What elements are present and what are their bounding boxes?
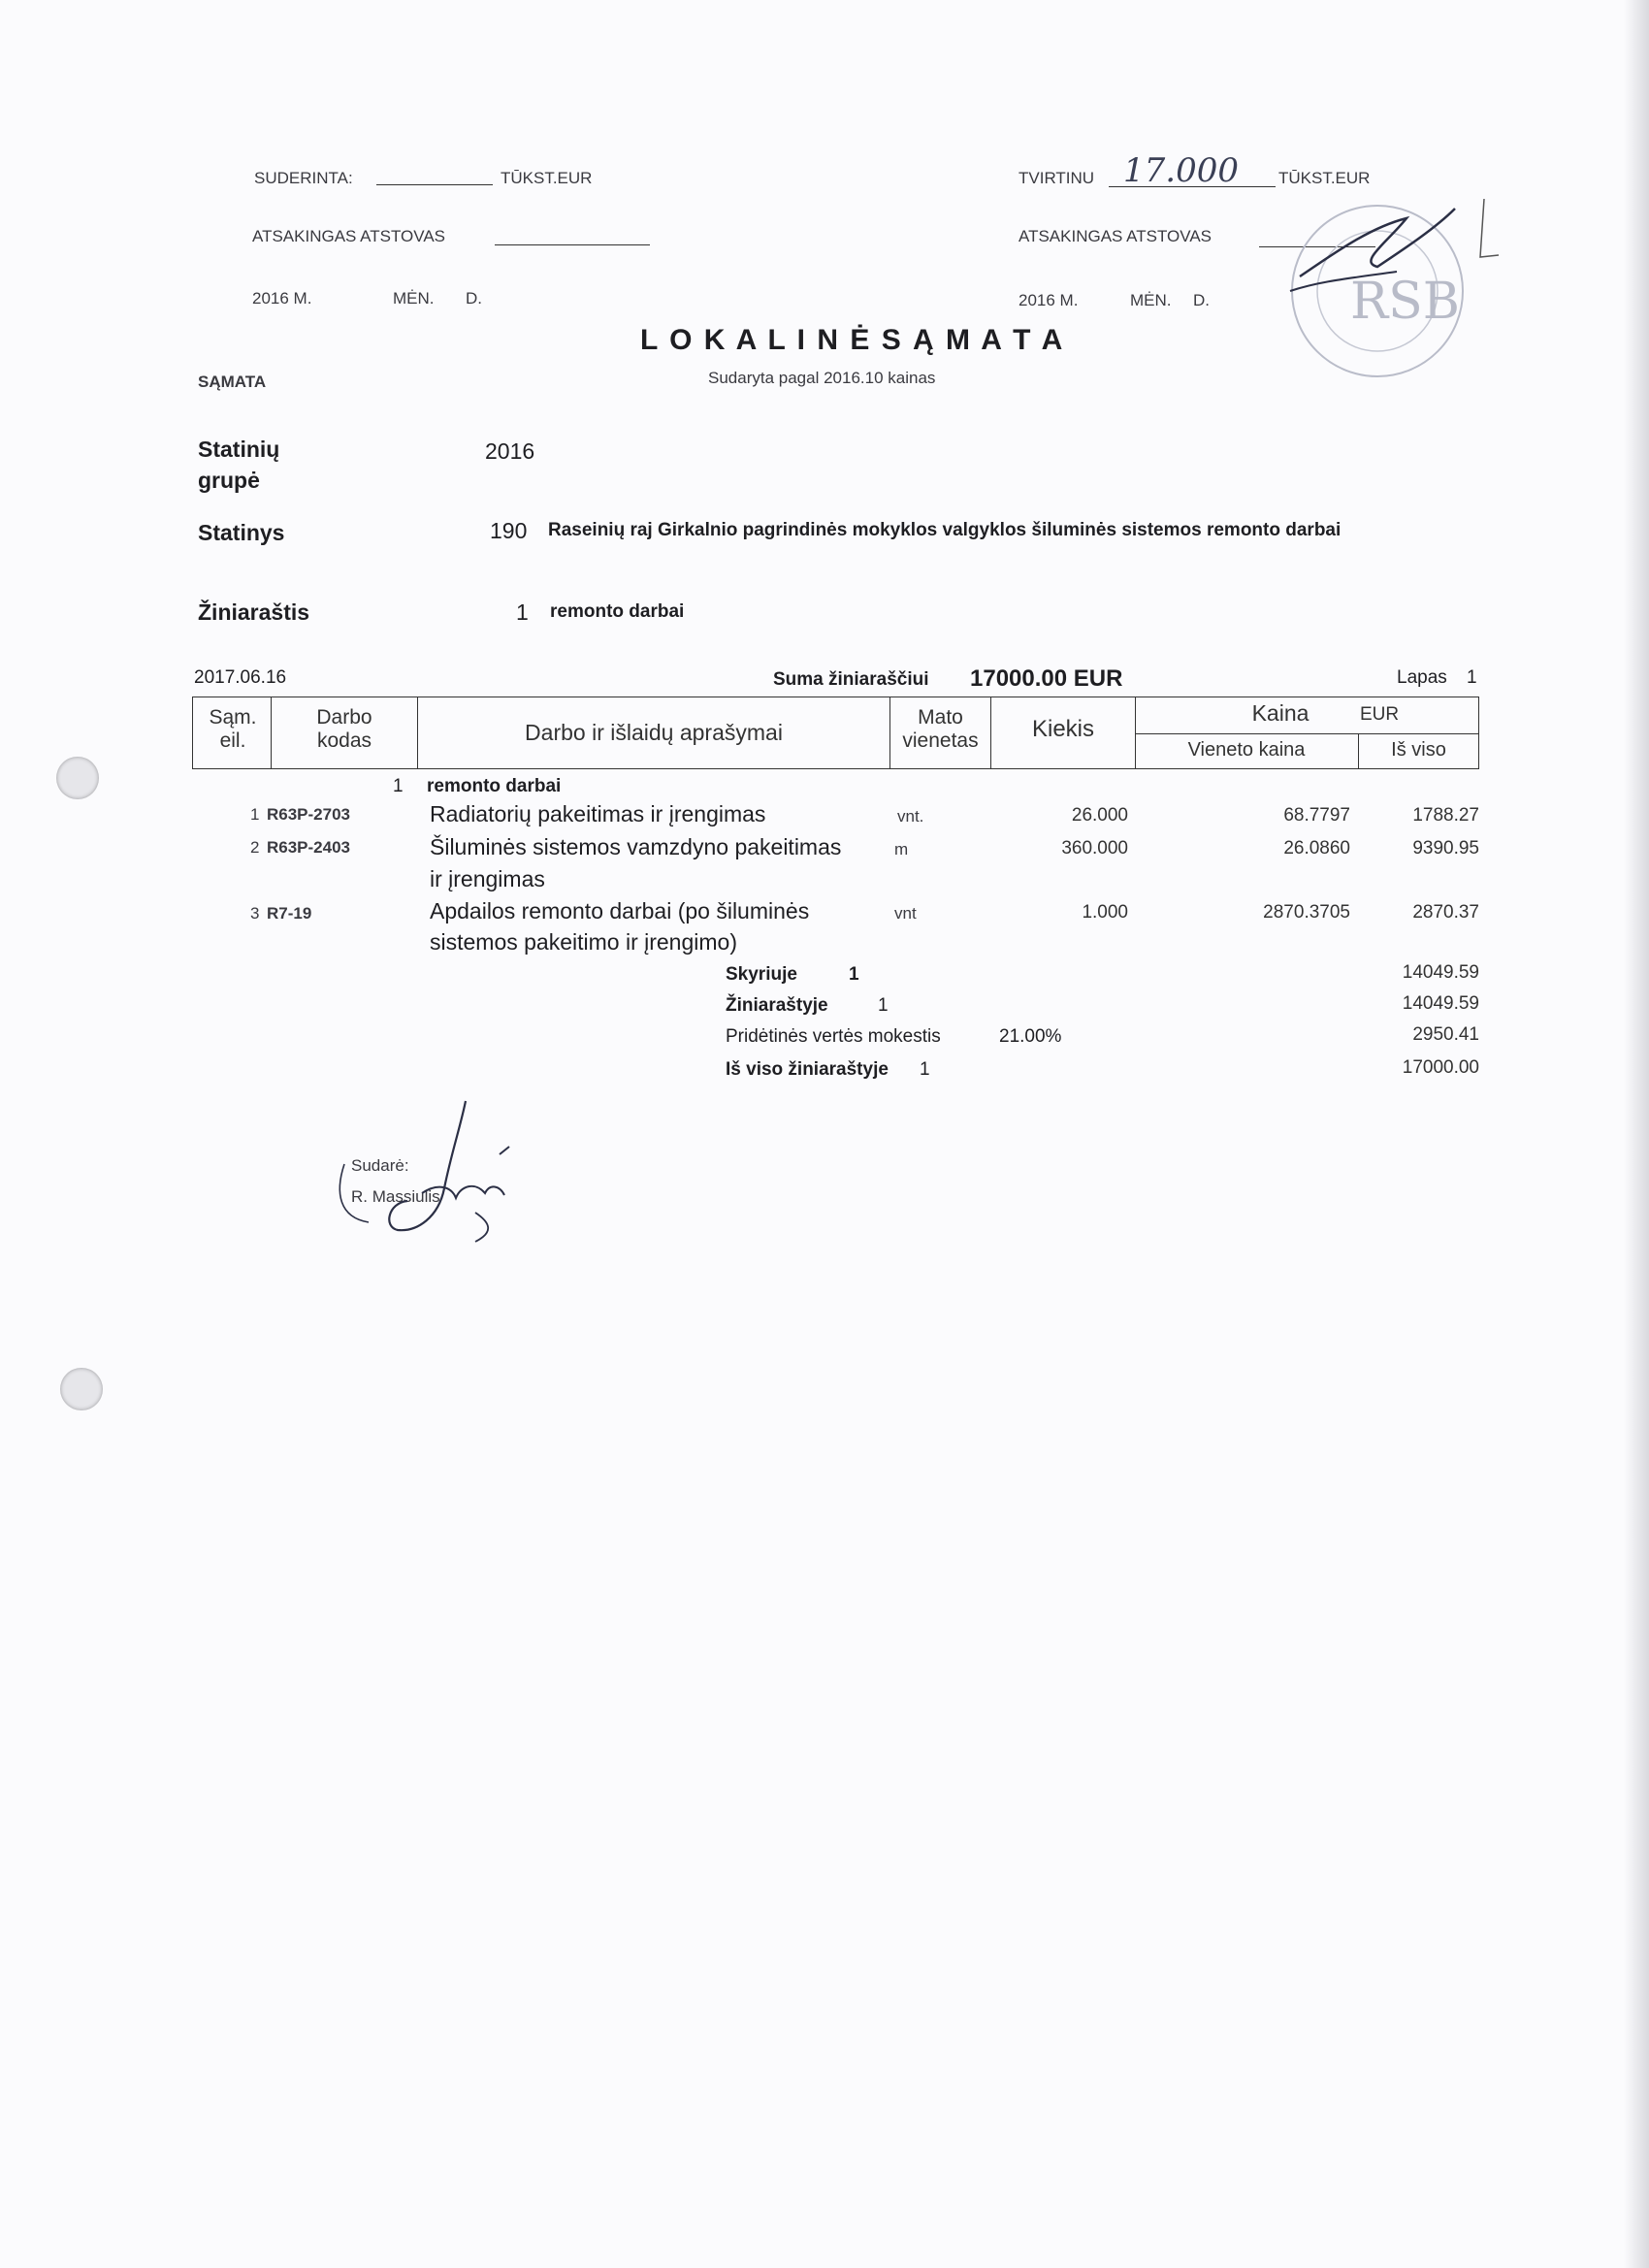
row-no: 1 xyxy=(250,805,260,824)
total-is-viso-label: Iš viso žiniaraštyje xyxy=(726,1059,889,1080)
row-desc: Radiatorių pakeitimas ir įrengimas xyxy=(430,801,766,826)
row-desc-cont: ir įrengimas xyxy=(430,866,545,891)
field-ziniarastis-label: Žiniaraštis xyxy=(198,599,310,625)
row-desc-cont: sistemos pakeitimo ir įrengimo) xyxy=(430,929,737,955)
suderinta-unit: TŪKST.EUR xyxy=(501,169,593,187)
field-ziniarastis-text: remonto darbai xyxy=(550,601,685,622)
document-title: L O K A L I N Ė S Ą M A T A xyxy=(640,324,1065,356)
header-is-viso: Iš viso xyxy=(1391,739,1446,761)
row-no: 3 xyxy=(250,904,260,923)
row-code: R7-19 xyxy=(267,904,312,923)
row-desc: Šiluminės sistemos vamzdyno pakeitimas xyxy=(430,834,842,859)
row-unit: vnt xyxy=(894,904,917,923)
field-statiniu-label: Statinių xyxy=(198,437,280,462)
row-qty: 26.000 xyxy=(1071,805,1128,826)
total-pvm-value: 2950.41 xyxy=(1412,1024,1479,1045)
row-desc: Apdailos remonto darbai (po šiluminės xyxy=(430,898,810,923)
page-label: Lapas xyxy=(1397,667,1447,688)
total-skyriuje-value: 14049.59 xyxy=(1402,962,1479,983)
field-ziniarastis-number: 1 xyxy=(516,599,529,625)
page-number: 1 xyxy=(1467,667,1477,688)
row-code: R63P-2703 xyxy=(267,805,351,824)
year-left: 2016 M. xyxy=(252,289,312,308)
header-darbo-kodas: Darbo kodas xyxy=(316,706,372,753)
total-ziniarastyje-label: Žiniaraštyje xyxy=(726,995,828,1016)
document-subtitle: Sudaryta pagal 2016.10 kainas xyxy=(708,369,936,387)
row-total: 1788.27 xyxy=(1412,805,1479,826)
header-sam-eil: Sąm. eil. xyxy=(209,706,257,753)
scan-page-edge xyxy=(1624,0,1649,2268)
total-skyriuje-num: 1 xyxy=(849,964,859,985)
stamp-text: RSB xyxy=(1350,273,1460,331)
header-vieneto-kaina: Vieneto kaina xyxy=(1187,739,1306,761)
header-currency: EUR xyxy=(1359,704,1400,725)
atsakingas-left-blank xyxy=(495,244,650,245)
tvirtinu-label: TVIRTINU xyxy=(1018,169,1095,187)
suma-label: Suma žiniaraščiui xyxy=(773,669,929,690)
row-qty: 1.000 xyxy=(1082,902,1128,923)
row-no: 2 xyxy=(250,838,260,857)
total-pvm-label: Pridėtinės vertės mokestis xyxy=(726,1026,941,1047)
row-unit: vnt. xyxy=(897,807,924,826)
sudare-name: R. Massiulis xyxy=(351,1187,440,1206)
tvirtinu-unit: TŪKST.EUR xyxy=(1278,169,1371,187)
field-statinys-text: Raseinių raj Girkalnio pagrindinės mokyklos valgyklos šiluminės sistemos remonto darbai xyxy=(548,520,1342,540)
header-kiekis: Kiekis xyxy=(1031,716,1095,742)
row-unit: m xyxy=(894,840,909,859)
approver-signature xyxy=(1261,189,1513,325)
header-aprasymai: Darbo ir išlaidų aprašymai xyxy=(525,720,783,745)
suderinta-label: SUDERINTA: xyxy=(254,169,353,187)
men-left: MĖN. xyxy=(393,289,435,308)
row-total: 2870.37 xyxy=(1412,902,1479,923)
atsakingas-left-label: ATSAKINGAS ATSTOVAS xyxy=(252,227,446,245)
header-kaina: Kaina xyxy=(1251,700,1310,726)
field-statinys-label: Statinys xyxy=(198,520,285,545)
row-total: 9390.95 xyxy=(1412,838,1479,859)
d-right: D. xyxy=(1193,291,1210,309)
punch-hole-top xyxy=(56,757,99,799)
men-right: MĖN. xyxy=(1130,291,1172,309)
total-pvm-rate: 21.00% xyxy=(999,1026,1062,1047)
suderinta-blank xyxy=(376,184,493,185)
suma-value: 17000.00 EUR xyxy=(970,665,1123,692)
total-ziniarastyje-num: 1 xyxy=(878,995,889,1016)
row-code: R63P-2403 xyxy=(267,838,351,857)
total-ziniarastyje-value: 14049.59 xyxy=(1402,993,1479,1014)
samata-label: SĄMATA xyxy=(198,373,267,391)
d-left: D. xyxy=(466,289,482,308)
row-qty: 360.000 xyxy=(1061,838,1128,859)
section-number: 1 xyxy=(393,776,404,796)
sudare-label: Sudarė: xyxy=(351,1156,409,1175)
tvirtinu-handwritten-value: 17.000 xyxy=(1123,151,1239,190)
row-unit-price: 2870.3705 xyxy=(1263,902,1350,923)
row-unit-price: 26.0860 xyxy=(1283,838,1350,859)
punch-hole-bottom xyxy=(60,1368,103,1410)
author-signature xyxy=(330,1096,524,1261)
year-right: 2016 M. xyxy=(1018,291,1079,309)
total-skyriuje-label: Skyriuje xyxy=(726,964,797,985)
field-statinys-number: 190 xyxy=(490,518,528,543)
document-date: 2017.06.16 xyxy=(194,667,287,688)
section-title: remonto darbai xyxy=(427,776,562,796)
field-statiniu-label2: grupė xyxy=(198,468,260,493)
field-statiniu-value: 2016 xyxy=(485,438,535,464)
total-is-viso-value: 17000.00 xyxy=(1402,1057,1479,1078)
atsakingas-right-label: ATSAKINGAS ATSTOVAS xyxy=(1018,227,1212,245)
total-is-viso-num: 1 xyxy=(920,1059,930,1080)
header-mato-vienetas: Mato vienetas xyxy=(902,706,979,753)
row-unit-price: 68.7797 xyxy=(1283,805,1350,826)
